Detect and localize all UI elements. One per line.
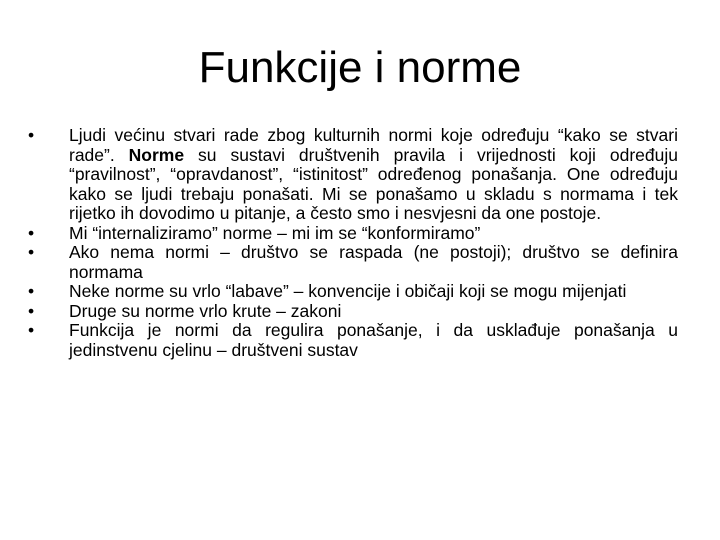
bullet-dot: • (28, 281, 35, 301)
bullet-item (28, 282, 678, 302)
bullet-text (69, 126, 678, 224)
bullet-dot: • (28, 125, 35, 145)
bullet-item (28, 321, 678, 360)
bullet-text: Mi “internaliziramo” norme – mi im se “konformiramo” (69, 222, 481, 243)
bullet-dot: • (28, 242, 35, 262)
bullet-text-bold: Norme (128, 144, 185, 165)
bullet-dot: • (28, 300, 35, 321)
bullet-text-post: su sustavi društvenih pravila i vrijednosti koji određuju “pravilnost”, “opravdanost”, “istinitost” određenog ponašanja. One određuju kako se ljudi trebaju ponašati. Mi se ponašamo u skladu s normama i tek rijetko ih dovodimo u pitanje, a često smo i nesvjesni da one postoje. (69, 144, 678, 223)
bullet-text: Funkcija je normi da regulira ponašanje, i da usklađuje ponašanja u jedinstvenu cjelinu – društveni sustav (69, 320, 678, 360)
bullet-item (28, 302, 678, 322)
bullet-item (28, 126, 678, 224)
bullet-dot: • (28, 222, 35, 243)
bullet-list (28, 126, 678, 360)
bullet-text: Neke norme su vrlo “labave” – konvencije i običaji koji se mogu mijenjati (69, 281, 627, 301)
slide-title: Funkcije i norme (198, 43, 522, 92)
bullet-text: Ako nema normi – društvo se raspada (ne postoji); društvo se definira normama (69, 242, 678, 282)
bullet-dot: • (28, 320, 35, 340)
bullet-text-pre: Ljudi većinu stvari rade zbog kulturnih normi koje određuju “kako se stvari rade”. (69, 125, 678, 165)
bullet-item (28, 243, 678, 282)
bullet-item (28, 224, 678, 244)
bullet-text: Druge su norme vrlo krute – zakoni (69, 300, 342, 321)
